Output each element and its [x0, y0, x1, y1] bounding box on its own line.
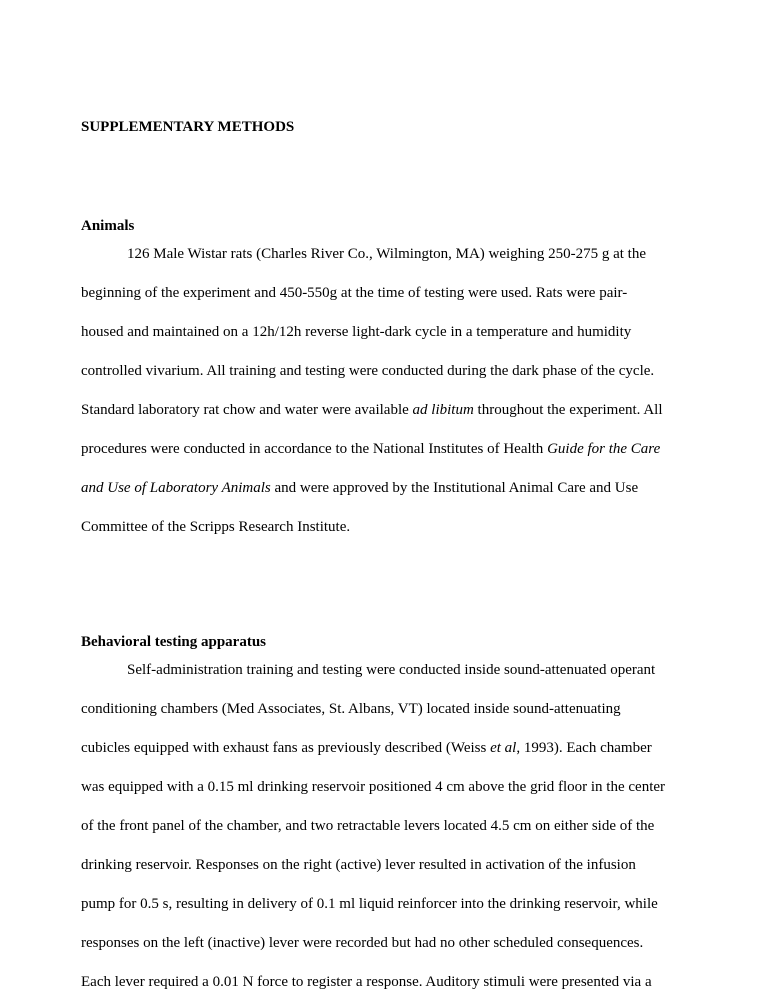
- italic-term: and Use of Laboratory Animals: [81, 480, 271, 496]
- paragraph-line: Self-administration training and testing were conducted inside sound-attenuated operant: [127, 662, 656, 678]
- paragraph-line: Standard laboratory rat chow and water were available ad libitum throughout the experiment. All: [81, 402, 663, 418]
- paragraph-line: procedures were conducted in accordance to the National Institutes of Health Guide for the Care: [81, 441, 661, 457]
- paragraph-line: conditioning chambers (Med Associates, St. Albans, VT) located inside sound-attenuating: [81, 701, 621, 717]
- paragraph-line: responses on the left (inactive) lever were recorded but had no other scheduled consequences.: [81, 935, 644, 951]
- paragraph-line: controlled vivarium. All training and testing were conducted during the dark phase of the cycle.: [81, 363, 655, 379]
- paragraph-line: of the front panel of the chamber, and two retractable levers located 4.5 cm on either side of the: [81, 818, 655, 834]
- paragraph-line: 126 Male Wistar rats (Charles River Co., Wilmington, MA) weighing 250-275 g at the: [127, 246, 646, 262]
- paragraph-line: beginning of the experiment and 450-550g at the time of testing were used. Rats were pair-: [81, 285, 628, 301]
- document-title: SUPPLEMENTARY METHODS: [81, 119, 295, 135]
- italic-term: Guide for the Care: [547, 441, 661, 457]
- paragraph-line: cubicles equipped with exhaust fans as previously described (Weiss et al, 1993). Each chamber: [81, 740, 652, 756]
- section-heading-animals: Animals: [81, 218, 135, 234]
- paragraph-line: Each lever required a 0.01 N force to register a response. Auditory stimuli were presented via a: [81, 974, 652, 990]
- paragraph-line: pump for 0.5 s, resulting in delivery of 0.1 ml liquid reinforcer into the drinking reservoir, while: [81, 896, 658, 912]
- italic-term: ad libitum: [412, 402, 474, 418]
- paragraph-line: and Use of Laboratory Animals and were approved by the Institutional Animal Care and Use: [81, 480, 639, 496]
- paragraph-line: drinking reservoir. Responses on the right (active) lever resulted in activation of the infusion: [81, 857, 636, 873]
- section-heading-apparatus: Behavioral testing apparatus: [81, 634, 267, 650]
- paragraph-line: was equipped with a 0.15 ml drinking reservoir positioned 4 cm above the grid floor in the center: [81, 779, 666, 795]
- paragraph-line: housed and maintained on a 12h/12h reverse light-dark cycle in a temperature and humidity: [81, 324, 632, 340]
- italic-term: et al: [490, 740, 517, 756]
- paragraph-line: Committee of the Scripps Research Institute.: [81, 519, 351, 535]
